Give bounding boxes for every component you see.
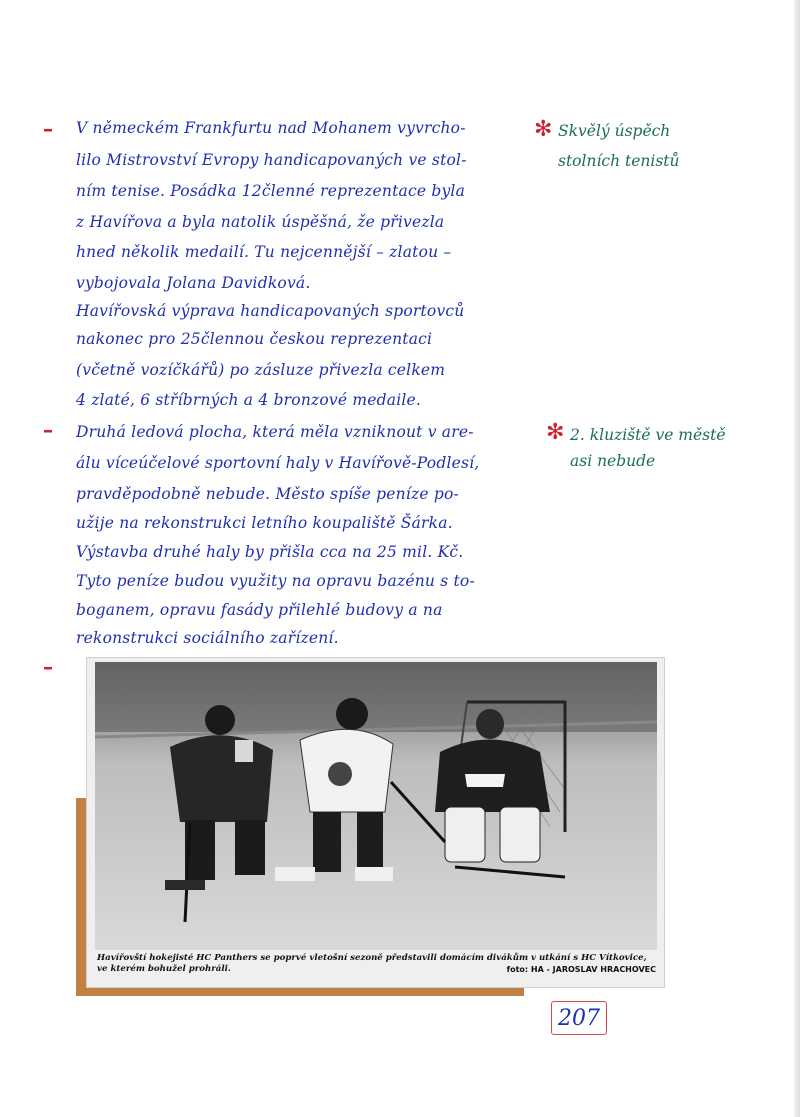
article-1-line: lilo Mistrovství Evropy handicapovaných ve stol- [76,151,467,169]
article-2-line: Výstavba druhé haly by přišla cca na 25 mil. Kč. [76,543,464,561]
photo-credit: foto: HA - JAROSLAV HRACHOVEC [503,965,656,974]
article-1-line: V německém Frankfurtu nad Mohanem vyvrcho- [76,119,466,137]
article-1-star: ✻ [534,117,553,142]
article-1-line: nakonec pro 25člennou českou reprezentaci [76,330,433,348]
article-2-line: rekonstrukci sociálního zařízení. [76,629,339,647]
newspaper-clipping [86,657,665,988]
article-3-dash: – [43,655,53,679]
article-2-margin-note: 2. kluziště ve městě [570,426,726,444]
hockey-photo [95,662,657,950]
article-1-line: Havířovská výprava handicapovaných sportovců [76,302,465,320]
photo-caption: Havířovští hokejisté HC Panthers se poprvé vletošní sezoně představili domácím divákům v utkání s HC Vítkovice, ve kterém bohužel prohráli. [97,953,647,974]
article-1-margin-note: stolních tenistů [558,152,680,170]
article-1-line: (včetně vozíčkářů) po zásluze přivezla celkem [76,361,446,379]
article-2-star: ✻ [546,420,565,445]
article-2-line: pravděpodobně nebude. Město spíše peníze po- [76,485,459,503]
article-1-line: ním tenise. Posádka 12členné reprezentace byla [76,182,466,200]
article-2-line: užije na rekonstrukci letního koupaliště Šárka. [76,514,453,532]
article-2-line: Tyto peníze budou využity na opravu bazénu s to- [76,572,475,590]
article-2-line: boganem, opravu fasády přilehlé budovy a na [76,601,443,619]
article-2-margin-note: asi nebude [570,452,656,470]
article-1-dash: – [43,117,53,141]
article-2-line: álu víceúčelové sportovní haly v Havířově-Podlesí, [76,454,480,472]
article-2-dash: – [43,418,53,442]
page-number: 207 [551,1001,607,1035]
article-1-line: 4 zlaté, 6 stříbrných a 4 bronzové medaile. [76,391,422,409]
page-edge [794,0,800,1117]
article-1-line: vybojovala Jolana Davidková. [76,274,311,292]
article-2-line: Druhá ledová plocha, která měla vzniknout v are- [76,423,474,441]
article-1-margin-note: Skvělý úspěch [558,122,671,140]
article-1-line: z Havířova a byla natolik úspěšná, že přivezla [76,213,445,231]
article-1-line: hned několik medailí. Tu nejcennější – zlatou – [76,243,452,261]
